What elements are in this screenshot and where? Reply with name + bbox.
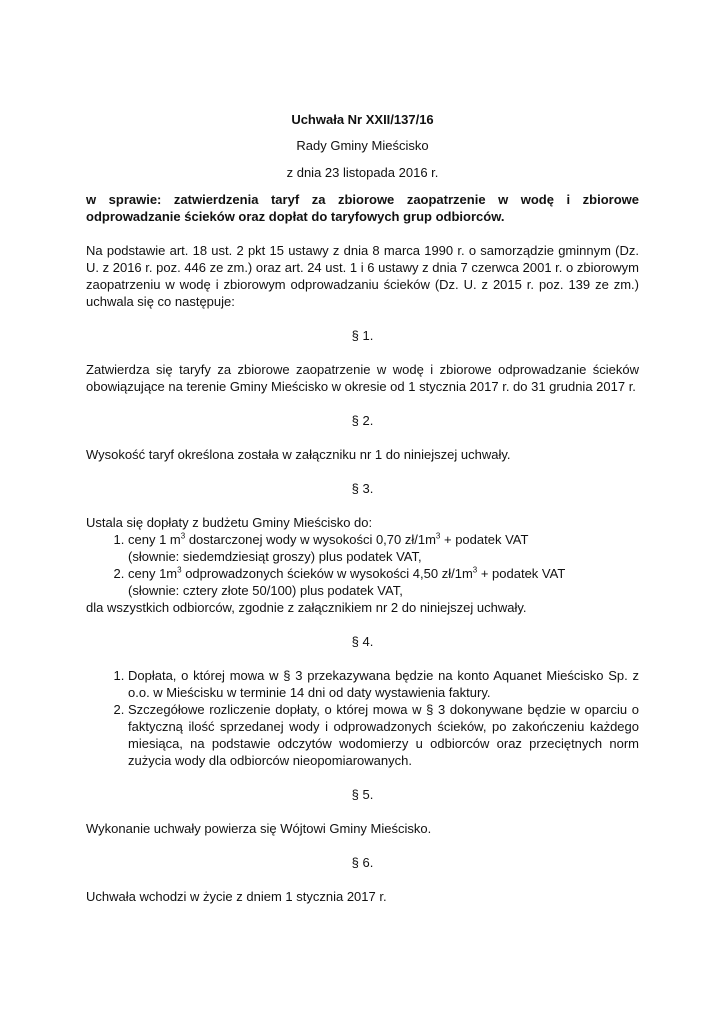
preamble: Na podstawie art. 18 ust. 2 pkt 15 ustawy z dnia 8 marca 1990 r. o samorządzie gminnym (Dz. U. z 2016 r. poz. 446 ze zm.) oraz art. 24 ust. 1 i 6 ustawy z dnia 7 czerwca 2001 r. o zbiorowym zaopatrzeniu w wodę i zbiorowym odprowadzaniu ścieków (Dz. U. z 2015 r. poz. 139 ze zm.) uchwala się co następuje: — [86, 243, 639, 309]
section-3-outro: dla wszystkich odbiorców, zgodnie z załącznikiem nr 2 do niniejszej uchwały. — [86, 600, 527, 615]
list-item: 1. ceny 1 $m^3$ dostarczonej wody w wysokości 0,70 $zł/1m^3$ + podatek VAT (słownie: siedemdziesiąt groszy) plus podatek VAT, — [128, 531, 639, 565]
section-1-text: Zatwierdza się taryfy za zbiorowe zaopatrzenie w wodę i zbiorowe odprowadzanie ścieków obowiązujące na terenie Gminy Mieścisko w okresie od 1 stycznia 2017 r. do 31 grudnia 2017 r. — [86, 362, 639, 394]
list-item: 1. Dopłata, o której mowa w § 3 przekazywana będzie na konto Aquanet Mieścisko Sp. z o.o. w Mieścisku w terminie 14 dni od daty wystawienia faktury. — [128, 667, 639, 701]
resolution-subject: w sprawie: zatwierdzenia taryf za zbiorowe zaopatrzenie w wodę i zbiorowe odprowadzanie ścieków oraz dopłat do taryfowych grup odbiorców. — [86, 192, 639, 224]
section-4-heading: § 4. — [351, 634, 374, 649]
list-item: 2. Szczegółowe rozliczenie dopłaty, o której mowa w § 3 dokonywane będzie w oparciu o faktyczną ilość sprzedanej wody i odprowadzonych ścieków, po zakończeniu każdego miesiąca, na podstawie odczytów wodomierzy u odbiorców oraz przeciętnych norm zużycia wody dla odbiorców nieopomiarowanych. — [128, 701, 639, 769]
section-2-heading: § 2. — [351, 413, 374, 428]
council-name: Rady Gminy Mieścisko — [296, 138, 429, 153]
amount-in-words: (słownie: cztery złote 50/100) plus podatek VAT, — [128, 583, 403, 598]
list-item: 2. ceny $1m^3$ odprowadzonych ścieków w wysokości 4,50 $zł/1m^3$ + podatek VAT (słownie: cztery złote 50/100) plus podatek VAT, — [128, 565, 639, 599]
section-6-heading: § 6. — [351, 855, 374, 870]
section-4-list — [86, 667, 639, 769]
resolution-title: Uchwała Nr XXII/137/16 — [291, 112, 434, 127]
section-3-intro: Ustala się dopłaty z budżetu Gminy Mieścisko do: — [86, 515, 373, 530]
section-3-list — [86, 531, 639, 599]
section-3-heading: § 3. — [351, 481, 374, 496]
section-5-text: Wykonanie uchwały powierza się Wójtowi Gminy Mieścisko. — [86, 821, 432, 836]
section-2-text: Wysokość taryf określona została w załączniku nr 1 do niniejszej uchwały. — [86, 447, 511, 462]
section-1-heading: § 1. — [351, 328, 374, 343]
section-5-heading: § 5. — [351, 787, 374, 802]
document-page — [86, 111, 639, 922]
resolution-date: z dnia 23 listopada 2016 r. — [286, 165, 439, 180]
section-6-text: Uchwała wchodzi w życie z dniem 1 stycznia 2017 r. — [86, 889, 387, 904]
amount-in-words: (słownie: siedemdziesiąt groszy) plus podatek VAT, — [128, 549, 422, 564]
